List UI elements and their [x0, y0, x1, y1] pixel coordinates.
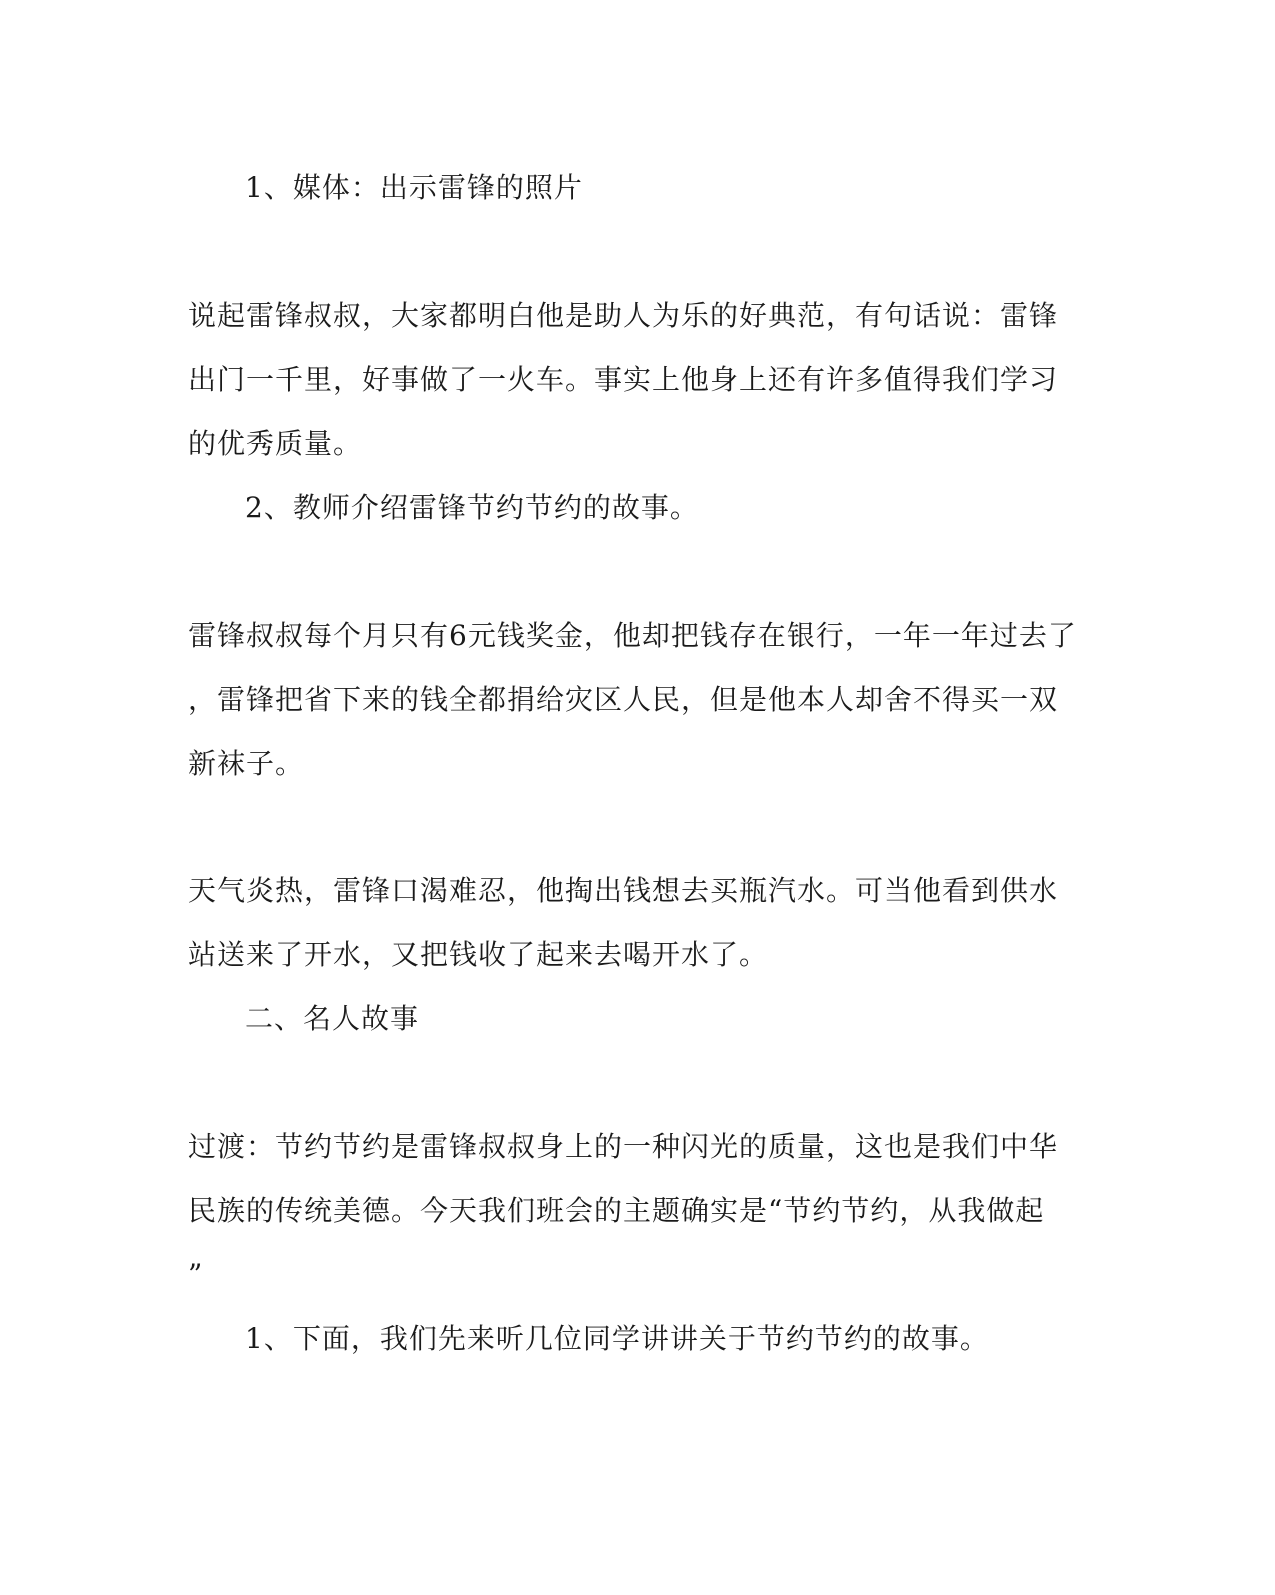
text-line: 1、媒体：出示雷锋的照片 — [245, 171, 583, 204]
text-line: 站送来了开水，又把钱收了起来去喝开水了。 — [188, 938, 769, 971]
text-line: 2、教师介绍雷锋节约节约的故事。 — [245, 491, 699, 524]
text-line: 1、下面，我们先来听几位同学讲讲关于节约节约的故事。 — [245, 1322, 989, 1355]
text-line: ” — [188, 1258, 204, 1291]
text-line: ，雷锋把省下来的钱全都捐给灾区人民，但是他本人却舍不得买一双 — [188, 683, 1059, 716]
section-heading: 二、名人故事 — [245, 1002, 420, 1035]
text-line: 天气炎热，雷锋口渴难忍，他掏出钱想去买瓶汽水。可当他看到供水 — [188, 874, 1059, 907]
text-line: 过渡：节约节约是雷锋叔叔身上的一种闪光的质量，这也是我们中华 — [188, 1130, 1059, 1163]
text-line: 出门一千里，好事做了一火车。事实上他身上还有许多值得我们学习 — [188, 363, 1059, 396]
text-line: 民族的传统美德。今天我们班会的主题确实是“节约节约，从我做起 — [188, 1194, 1045, 1227]
text-line: 的优秀质量。 — [188, 427, 363, 460]
text-line: 新袜子。 — [188, 747, 305, 780]
text-line: 雷锋叔叔每个月只有6元钱奖金，他却把钱存在银行，一年一年过去了 — [188, 619, 1077, 652]
text-line: 说起雷锋叔叔，大家都明白他是助人为乐的好典范，有句话说：雷锋 — [188, 299, 1059, 332]
